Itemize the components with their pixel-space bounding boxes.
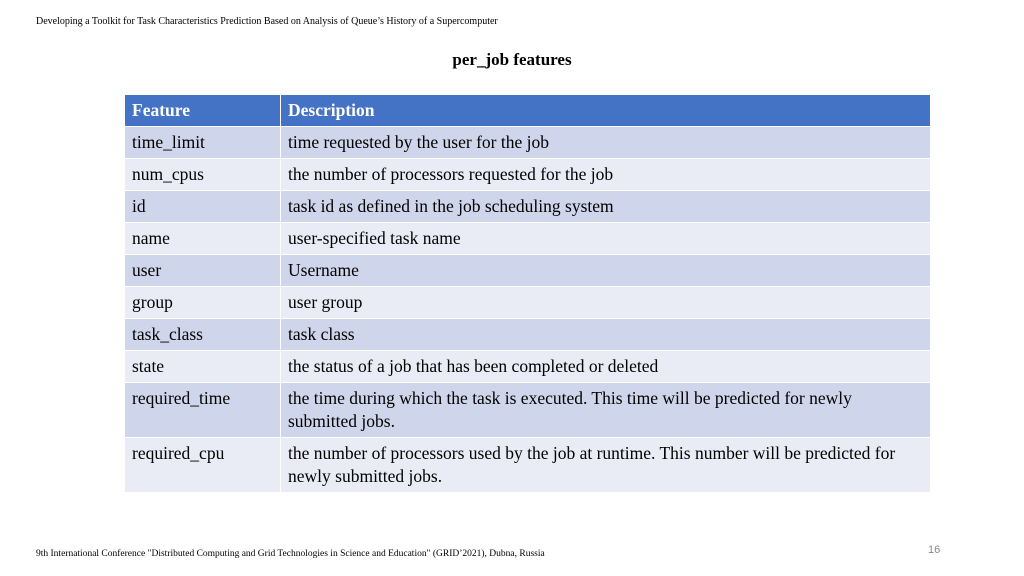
table-row [125, 287, 931, 319]
presentation-header: Developing a Toolkit for Task Characteristics Prediction Based on Analysis of Queue’s History of a Supercomputer [36, 16, 498, 27]
feature-cell: task_class [125, 319, 281, 351]
page-number: 16 [928, 544, 941, 556]
table-row [125, 383, 931, 438]
feature-cell: required_time [125, 383, 281, 438]
feature-cell: user [125, 255, 281, 287]
description-cell: the status of a job that has been completed or deleted [281, 351, 931, 383]
description-cell: user-specified task name [281, 223, 931, 255]
description-cell: time requested by the user for the job [281, 127, 931, 159]
description-cell: the number of processors requested for the job [281, 159, 931, 191]
features-table-container [124, 94, 930, 493]
feature-cell: num_cpus [125, 159, 281, 191]
table-row [125, 191, 931, 223]
feature-cell: time_limit [125, 127, 281, 159]
feature-cell: state [125, 351, 281, 383]
description-cell: the number of processors used by the job at runtime. This number will be predicted for newly submitted jobs. [281, 438, 931, 493]
column-header-feature: Feature [125, 95, 281, 127]
table-row [125, 159, 931, 191]
features-table [124, 94, 931, 493]
description-cell: task id as defined in the job scheduling system [281, 191, 931, 223]
table-row [125, 223, 931, 255]
table-row [125, 351, 931, 383]
table-header-row [125, 95, 931, 127]
conference-footer: 9th International Conference "Distributed Computing and Grid Technologies in Science and Education" (GRID’2021), Dubna, Russia [36, 549, 545, 559]
feature-cell: name [125, 223, 281, 255]
table-row [125, 438, 931, 493]
feature-cell: required_cpu [125, 438, 281, 493]
feature-cell: id [125, 191, 281, 223]
description-cell: the time during which the task is executed. This time will be predicted for newly submitted jobs. [281, 383, 931, 438]
description-cell: user group [281, 287, 931, 319]
table-row [125, 127, 931, 159]
description-cell: Username [281, 255, 931, 287]
column-header-description: Description [281, 95, 931, 127]
description-cell: task class [281, 319, 931, 351]
feature-cell: group [125, 287, 281, 319]
table-row [125, 255, 931, 287]
slide-title: per_job features [452, 50, 572, 69]
table-row [125, 319, 931, 351]
